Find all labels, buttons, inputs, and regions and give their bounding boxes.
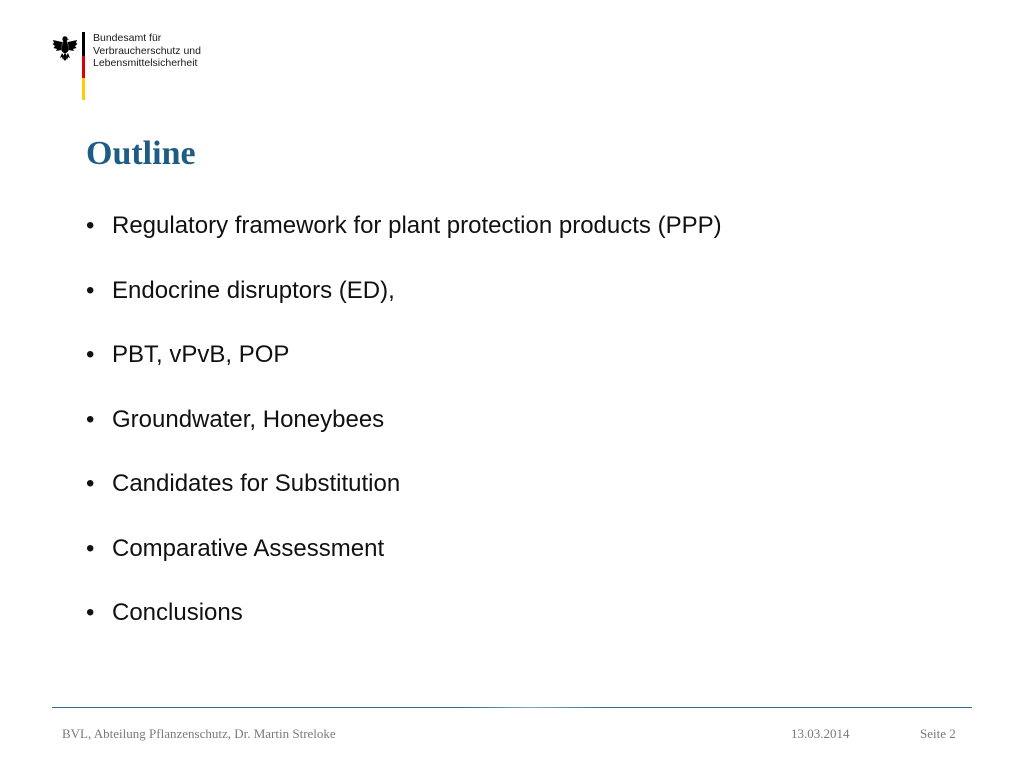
outline-item <box>86 338 722 372</box>
footer-page-number: Seite 2 <box>920 726 956 741</box>
outline-item-text: PBT, vPvB, POP <box>112 341 290 368</box>
outline-item-text: Regulatory framework for plant protection products (PPP) <box>112 212 722 239</box>
outline-list <box>86 209 722 661</box>
outline-item <box>86 467 722 501</box>
footer-date: 13.03.2014 <box>791 726 850 741</box>
outline-item-text: Conclusions <box>112 599 243 626</box>
bullet-marker: • <box>86 534 95 562</box>
outline-item <box>86 274 722 308</box>
outline-item-text: Candidates for Substitution <box>112 470 401 497</box>
agency-line-3: Lebensmittelsicherheit <box>93 57 198 69</box>
agency-name <box>93 32 201 70</box>
agency-line-1: Bundesamt für <box>93 32 162 44</box>
bullet-marker: • <box>86 470 95 497</box>
bullet-marker: • <box>86 405 95 433</box>
outline-item <box>86 596 722 630</box>
outline-item-text: Comparative Assessment <box>112 534 385 562</box>
outline-item <box>86 532 722 566</box>
bullet-marker: • <box>86 276 95 304</box>
outline-item <box>86 403 722 437</box>
flag-bar <box>82 32 85 100</box>
outline-item <box>86 209 722 243</box>
slide-title: Outline <box>86 135 196 172</box>
flag-black-stripe <box>82 32 85 56</box>
footer-divider <box>52 707 972 708</box>
outline-item-text: Endocrine disruptors (ED), <box>112 276 395 304</box>
footer-author: BVL, Abteilung Pflanzenschutz, Dr. Martin Streloke <box>62 726 336 741</box>
federal-eagle-icon <box>52 34 78 62</box>
bullet-marker: • <box>86 341 95 368</box>
bullet-marker: • <box>86 212 95 239</box>
agency-line-2: Verbraucherschutz und <box>93 44 201 57</box>
flag-gold-stripe <box>82 78 85 100</box>
flag-red-stripe <box>82 56 85 78</box>
outline-item-text: Groundwater, Honeybees <box>112 405 385 433</box>
bullet-marker: • <box>86 599 95 626</box>
